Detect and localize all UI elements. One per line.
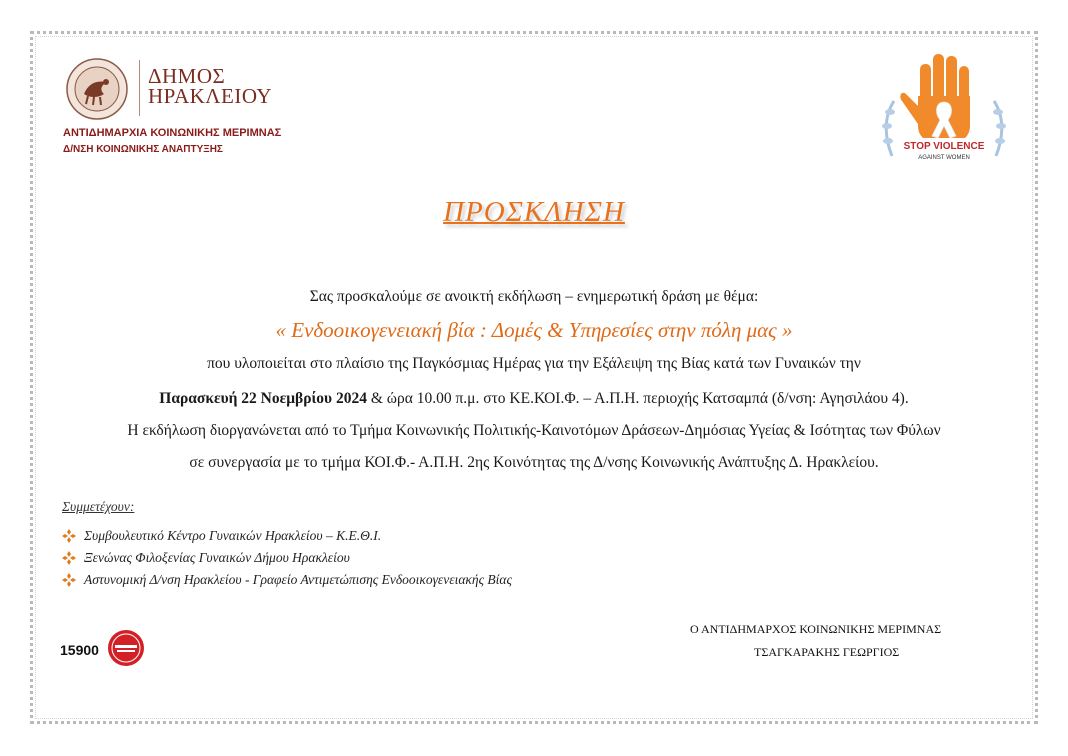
signatory-name: ΤΣΑΓΚΑΡΑΚΗΣ ΓΕΩΡΓΙΟΣ <box>754 645 900 659</box>
stop-violence-logo <box>874 46 1014 172</box>
stop-logo-line2: AGAINST WOMEN <box>918 155 970 161</box>
list-item <box>62 569 512 591</box>
organizer-line1: Η εκδήλωση διοργανώνεται από το Τμήμα Κοινωνικής Πολιτικής-Καινοτόμων Δράσεων-Δημόσιας Υγείας & Ισότητας των Φύλων <box>127 422 941 439</box>
date-line <box>0 390 1068 408</box>
list-item <box>62 525 512 547</box>
department-line2: Δ/ΝΣΗ ΚΟΙΝΩΝΙΚΗΣ ΑΝΑΠΤΥΞΗΣ <box>63 144 223 155</box>
participant-name: Ξενώνας Φιλοξενίας Γυναικών Δήμου Ηρακλείου <box>84 550 350 565</box>
organizer-line2: σε συνεργασία με το τμήμα ΚΟΙ.Φ.- Α.Π.Η. 2ης Κοινότητας της Δ/νσης Κοινωνικής Ανάπτυξης Δ. Ηρακλείου. <box>189 454 879 471</box>
participants-heading: Συμμετέχουν: <box>62 499 135 514</box>
participant-name: Αστυνομική Δ/νση Ηρακλείου - Γραφείο Αντιμετώπισης Ενδοοικογενειακής Βίας <box>84 572 512 587</box>
municipality-name <box>148 66 272 106</box>
participants-list <box>62 525 512 591</box>
participant-name: Συμβουλευτικό Κέντρο Γυναικών Ηρακλείου – Κ.Ε.Θ.Ι. <box>84 528 382 543</box>
municipality-name-line2: ΗΡΑΚΛΕΙΟΥ <box>148 84 273 108</box>
stop-logo-line1: STOP VIOLENCE <box>903 141 985 152</box>
department-line1: ΑΝΤΙΔΗΜΑΡΧΙΑ ΚΟΙΝΩΝΙΚΗΣ ΜΕΡΙΜΝΑΣ <box>63 127 282 139</box>
event-date: Παρασκευή 22 Νοεμβρίου 2024 <box>159 390 367 407</box>
municipality-name-line1: ΔΗΜΟΣ <box>148 64 226 88</box>
event-theme: « Ενδοοικογενειακή βία : Δομές & Υπηρεσίες στην πόλη μας » <box>275 318 793 342</box>
hotline-number: 15900 <box>60 642 99 658</box>
context-text: που υλοποιείται στο πλαίσιο της Παγκόσμιας Ημέρας για την Εξάλειψη της Βίας κατά των Γυναικών την <box>207 355 861 372</box>
municipality-seal-icon <box>66 58 128 120</box>
hotline-badge-icon <box>58 626 148 670</box>
diamond-bullet-icon <box>62 573 76 587</box>
event-time-location: & ώρα 10.00 π.μ. στο ΚΕ.ΚΟΙ.Φ. – Α.Π.Η. περιοχής Κατσαμπά (δ/νση: Αγησιλάου 4). <box>366 390 909 407</box>
diamond-bullet-icon <box>62 529 76 543</box>
logo-divider <box>139 60 140 116</box>
list-item <box>62 547 512 569</box>
signatory-title: Ο ΑΝΤΙΔΗΜΑΡΧΟΣ ΚΟΙΝΩΝΙΚΗΣ ΜΕΡΙΜΝΑΣ <box>690 622 942 636</box>
diamond-bullet-icon <box>62 551 76 565</box>
intro-text: Σας προσκαλούμε σε ανοικτή εκδήλωση – ενημερωτική δράση με θέμα: <box>309 288 759 305</box>
page-title: ΠΡΟΣΚΛΗΣΗ <box>443 196 625 228</box>
